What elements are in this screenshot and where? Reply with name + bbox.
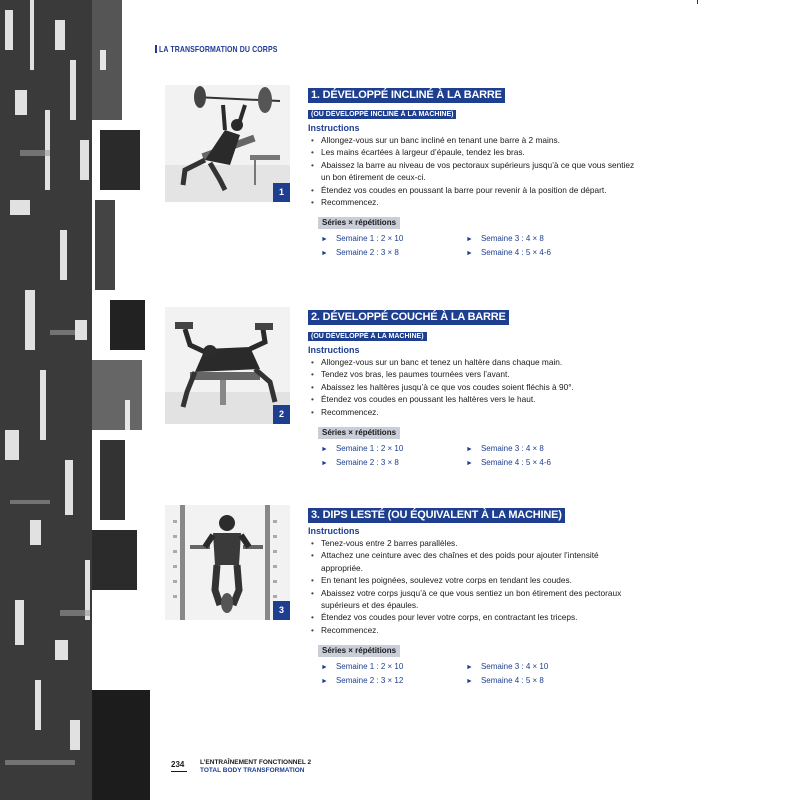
sets-heading: Séries × répétitions (318, 217, 400, 229)
sets-grid (321, 233, 638, 260)
instruction-step: • Recommencez. (308, 624, 638, 636)
exercise-2 (165, 307, 645, 467)
exercise-1 (165, 85, 645, 257)
crop-mark (697, 0, 698, 4)
set-item: ► Semaine 1 : 2 × 10 (321, 662, 404, 672)
exercise-3-photo (165, 505, 290, 620)
instructions-heading: Instructions (308, 123, 360, 133)
sets-grid (321, 443, 638, 470)
instruction-step: • Allongez-vous sur un banc incliné en tenant une barre à 2 mains. (308, 134, 638, 146)
arrow-right-icon: ► (321, 664, 328, 672)
decorative-grunge-strip (0, 0, 150, 800)
instruction-step: • Tendez vos bras, les paumes tournées vers l’avant. (308, 368, 638, 380)
instruction-step: • En tenant les poignées, soulevez votre corps en tendant les coudes. (308, 574, 638, 586)
arrow-right-icon: ► (466, 677, 473, 685)
exercise-1-photo (165, 85, 290, 202)
instruction-step: • Attachez une ceinture avec des chaînes et des poids pour ajouter l’intensité appropriée. (308, 549, 638, 574)
set-item: ► Semaine 4 : 5 × 8 (466, 675, 544, 685)
instruction-step: • Abaissez la barre au niveau de vos pectoraux supérieurs jusqu’à ce que vous sentiez un bon étirement de ceux-ci. (308, 159, 638, 184)
exercise-2-content (308, 307, 638, 470)
arrow-right-icon: ► (321, 677, 328, 685)
set-item: ► Semaine 1 : 2 × 10 (321, 444, 404, 454)
instruction-step: • Étendez vos coudes en poussant les haltères vers le haut. (308, 393, 638, 405)
book-title: L’ENTRAÎNEMENT FONCTIONNEL 2 (200, 759, 312, 766)
arrow-right-icon: ► (466, 459, 473, 467)
instruction-step: • Abaissez les haltères jusqu’à ce que vos coudes soient fléchis à 90°. (308, 381, 638, 393)
instruction-list (308, 356, 638, 418)
set-item: ► Semaine 2 : 3 × 8 (321, 457, 399, 467)
page-number-underline (171, 771, 187, 772)
header-bar (155, 45, 157, 53)
exercise-3 (165, 505, 645, 685)
arrow-right-icon: ► (321, 236, 328, 244)
instruction-list (308, 134, 638, 208)
exercise-number-badge: 2 (273, 405, 290, 424)
instructions-heading: Instructions (308, 345, 360, 355)
set-item: ► Semaine 3 : 4 × 8 (466, 234, 544, 244)
exercise-3-content (308, 505, 638, 688)
exercise-1-content (308, 85, 638, 260)
exercise-number-badge: 1 (273, 183, 290, 202)
book-subtitle: TOTAL BODY TRANSFORMATION (200, 767, 305, 774)
instructions-heading: Instructions (308, 526, 360, 536)
exercise-number-badge: 3 (273, 601, 290, 620)
section-title: LA TRANSFORMATION DU CORPS (159, 46, 278, 55)
set-item: ► Semaine 4 : 5 × 4-6 (466, 457, 551, 467)
set-item: ► Semaine 1 : 2 × 10 (321, 234, 404, 244)
sets-heading: Séries × répétitions (318, 645, 400, 657)
instruction-step: • Étendez vos coudes en poussant la barre pour revenir à la position de départ. (308, 184, 638, 196)
section-header (155, 45, 277, 54)
instruction-step: • Abaissez votre corps jusqu’à ce que vous sentiez un bon étirement des pectoraux supérieurs et des épaules. (308, 587, 638, 612)
exercise-title: 3. DIPS LESTÉ (OU ÉQUIVALENT À LA MACHINE) (308, 508, 565, 523)
set-item: ► Semaine 4 : 5 × 4-6 (466, 247, 551, 257)
sets-heading: Séries × répétitions (318, 427, 400, 439)
set-item: ► Semaine 3 : 4 × 8 (466, 444, 544, 454)
instruction-step: • Recommencez. (308, 196, 638, 208)
instruction-step: • Étendez vos coudes pour lever votre corps, en contractant les triceps. (308, 611, 638, 623)
instruction-step: • Recommencez. (308, 406, 638, 418)
arrow-right-icon: ► (466, 664, 473, 672)
exercise-title: 1. DÉVELOPPÉ INCLINÉ À LA BARRE (308, 88, 505, 103)
exercise-title: 2. DÉVELOPPÉ COUCHÉ À LA BARRE (308, 310, 509, 325)
set-item: ► Semaine 2 : 3 × 8 (321, 247, 399, 257)
arrow-right-icon: ► (321, 446, 328, 454)
sets-grid (321, 661, 638, 688)
instruction-step: • Allongez-vous sur un banc et tenez un haltère dans chaque main. (308, 356, 638, 368)
page-number: 234 (171, 760, 184, 769)
exercise-subtitle: (OU DÉVELOPPÉ INCLINÉ À LA MACHINE) (308, 110, 456, 119)
exercise-2-photo (165, 307, 290, 424)
instruction-step: • Tenez-vous entre 2 barres parallèles. (308, 537, 638, 549)
arrow-right-icon: ► (321, 459, 328, 467)
set-item: ► Semaine 2 : 3 × 12 (321, 675, 404, 685)
set-item: ► Semaine 3 : 4 × 10 (466, 662, 549, 672)
exercise-subtitle: (OU DÉVELOPPÉ À LA MACHINE) (308, 332, 427, 341)
arrow-right-icon: ► (466, 249, 473, 257)
instruction-list (308, 537, 638, 636)
instruction-step: • Les mains écartées à largeur d’épaule, tendez les bras. (308, 146, 638, 158)
arrow-right-icon: ► (321, 249, 328, 257)
arrow-right-icon: ► (466, 236, 473, 244)
arrow-right-icon: ► (466, 446, 473, 454)
